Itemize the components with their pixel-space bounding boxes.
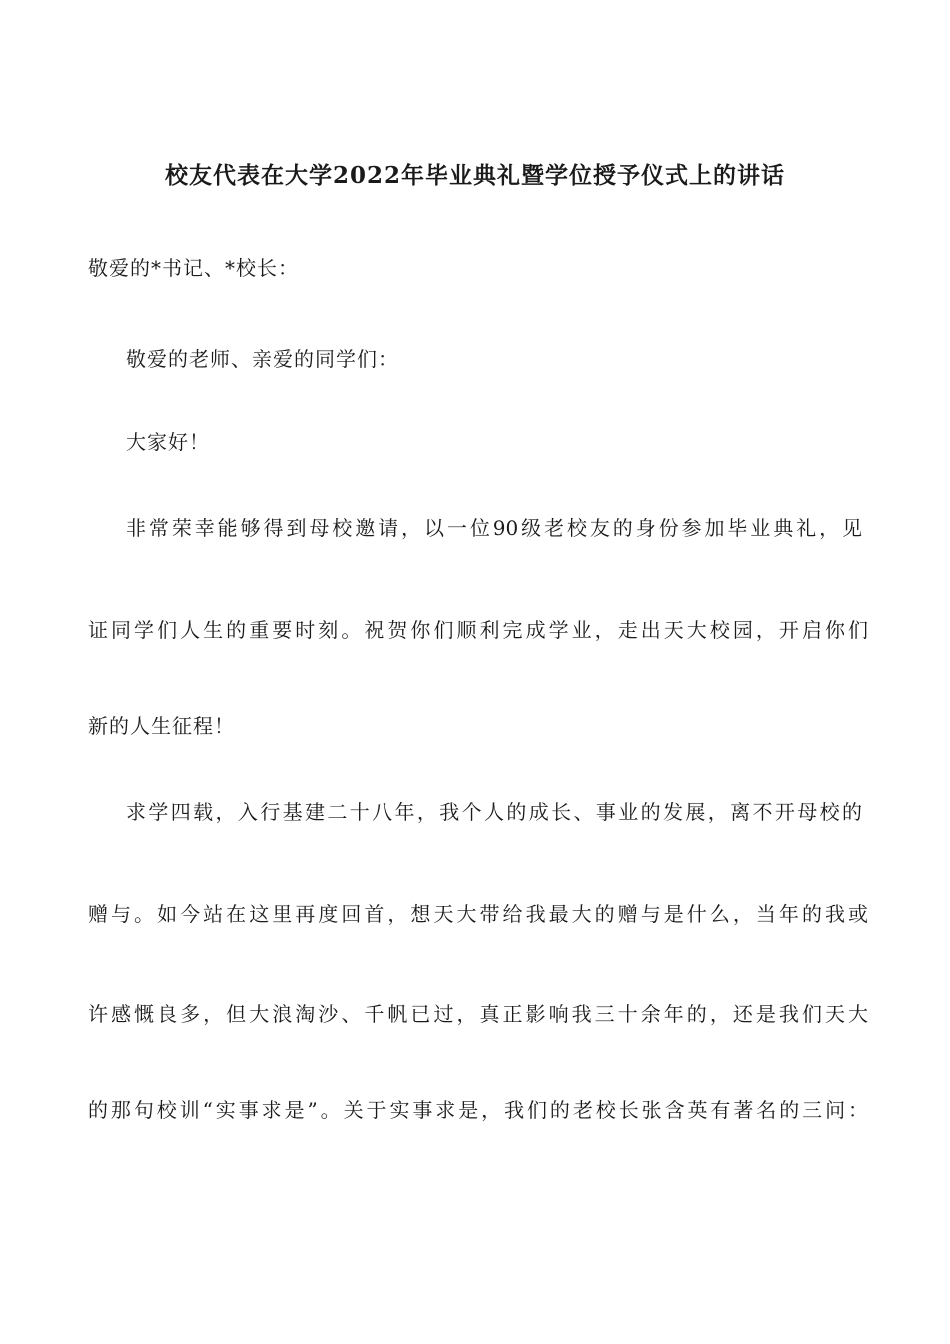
document-title: 校友代表在大学2022年毕业典礼暨学位授予仪式上的讲话 [164,162,785,189]
salutation-leaders: 敬爱的*书记、*校长： [88,256,299,280]
greeting: 大家好！ [126,430,210,454]
paragraph-2-line-4: 的那句校训“实事求是”。关于实事求是，我们的老校长张含英有著名的三问： [88,1098,868,1122]
paragraph-1-line-3: 新的人生征程！ [88,714,235,738]
paragraph-2-line-3: 许感慨良多，但大浪淘沙、千帆已过，真正影响我三十余年的，还是我们天大 [88,1002,868,1026]
paragraph-2-line-1: 求学四载，入行基建二十八年，我个人的成长、事业的发展，离不开母校的 [126,800,862,824]
paragraph-1-line-2: 证同学们人生的重要时刻。祝贺你们顺利完成学业，走出天大校园，开启你们 [88,618,868,642]
salutation-teachers-students: 敬爱的老师、亲爱的同学们： [126,347,399,371]
paragraph-2-line-2: 赠与。如今站在这里再度回首，想天大带给我最大的赠与是什么，当年的我或 [88,902,868,926]
paragraph-1-line-1: 非常荣幸能够得到母校邀请，以一位90级老校友的身份参加毕业典礼，见 [126,516,862,540]
